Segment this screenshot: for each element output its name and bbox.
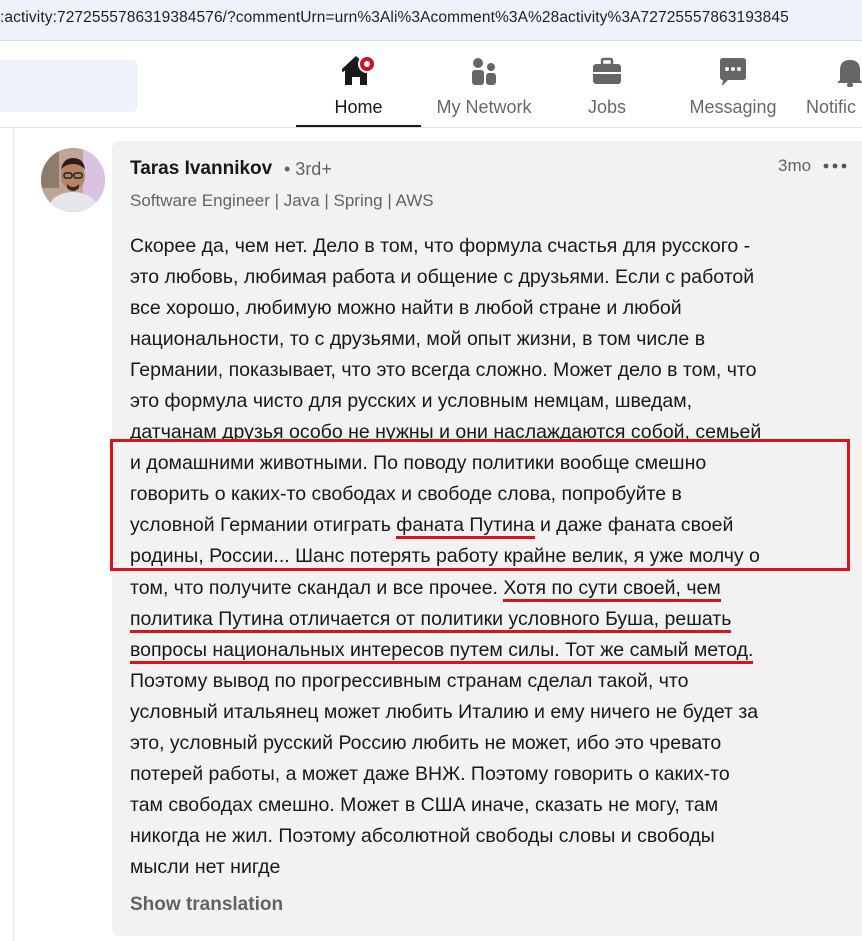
nav-home[interactable] [296,41,421,127]
comment-line: говорить о каких-то свободах и свободе слова, попробуйте в [130,483,682,506]
nav-my-network[interactable] [428,41,540,127]
nav-messaging[interactable] [682,41,784,127]
comment-line: там свободах смешно. Может в США иначе, сказать не могу, там [130,793,719,816]
comment-line [130,604,836,635]
comment-line: условный итальянец может любить Италию и ему ничего не будет за [130,700,759,723]
show-translation-button[interactable]: Show translation [130,894,284,915]
comment-line: мысли нет нигде [130,855,281,878]
more-options-icon[interactable] [823,161,847,171]
bell-icon [833,55,862,89]
comment-line: Скорее да, чем нет. Дело в том, что формула счастья для русского - [130,235,751,257]
comment-line: и домашними животными. По поводу политики вообще смешно [130,452,707,475]
people-icon [467,55,501,89]
comment-line: Поэтому вывод по прогрессивным странам сделал такой, что [130,669,689,692]
nav-messaging-label: Messaging [689,97,777,117]
search-input[interactable] [0,60,138,112]
comment-line: это любовь, любимая работа и общение с друзьями. Если с работой [130,266,755,289]
nav-notifications[interactable] [800,41,862,127]
comment-line: потерей работы, а может даже ВНЖ. Поэтому говорить о каких-то [130,762,730,785]
comment-text [130,231,836,883]
comment-line: условной Германии отиграть фаната Путина и даже фаната своей [130,510,836,541]
nav-home-label: Home [334,97,383,117]
home-icon [342,55,376,89]
thread-divider [13,128,14,941]
nav-jobs-label: Jobs [587,97,627,117]
underlined-text: Хотя по сути своей, чем [503,577,720,602]
browser-url-bar[interactable] [0,0,862,41]
global-nav [0,41,862,128]
comment-line: родины, России... Шанс потерять работу крайне велик, я уже молчу о [130,545,760,568]
author-headline: Software Engineer | Java | Spring | AWS [130,191,434,210]
comment-line: датчанам друзья особо не нужны и они наслаждаются собой, семьей [130,421,762,444]
nav-my-network-label: My Network [436,97,532,117]
comment-line: все хорошо, любимую можно найти в любой стране и любой [130,297,682,320]
active-indicator [296,125,421,127]
nav-jobs[interactable] [557,41,657,127]
comment-line: Германии, показывает, что это всегда сложно. Может дело в том, что [130,359,757,382]
briefcase-icon [590,55,624,89]
underlined-text: вопросы национальных интересов путем силы. Тот же самый метод. [130,639,753,664]
author-name[interactable]: Taras Ivannikov [130,158,273,179]
url-text: :activity:7272555786319384576/?commentUrn=urn%3Ali%3Acomment%3A%28activity%3A72725557863193845 [0,9,789,26]
comment-time: 3mo [778,156,812,175]
comment-bubble [112,141,862,936]
comment-line: никогда не жил. Поэтому абсолютной свободы словы и свободы [130,824,715,847]
connection-degree: • 3rd+ [284,159,332,179]
nav-notifications-label: Notific [806,97,857,117]
underlined-text: политика Путина отличается от политики условного Буша, решать [130,608,731,633]
comment-line: том, что получите скандал и все прочее. Хотя по сути своей, чем [130,573,836,604]
comment-line [130,635,836,666]
underlined-text: фаната Путина [396,514,534,539]
chat-icon [716,55,750,89]
comment-line: национальности, то с друзьями, мой опыт жизни, в том числе в [130,328,706,351]
user-photo [41,148,105,212]
comment-line: это формула чисто для русских и условным немцам, шведам, [130,390,693,413]
avatar[interactable] [41,148,105,212]
comment-thread [0,128,862,941]
comment-line: это, условный русский Россию любить не может, ибо это чревато [130,731,722,754]
